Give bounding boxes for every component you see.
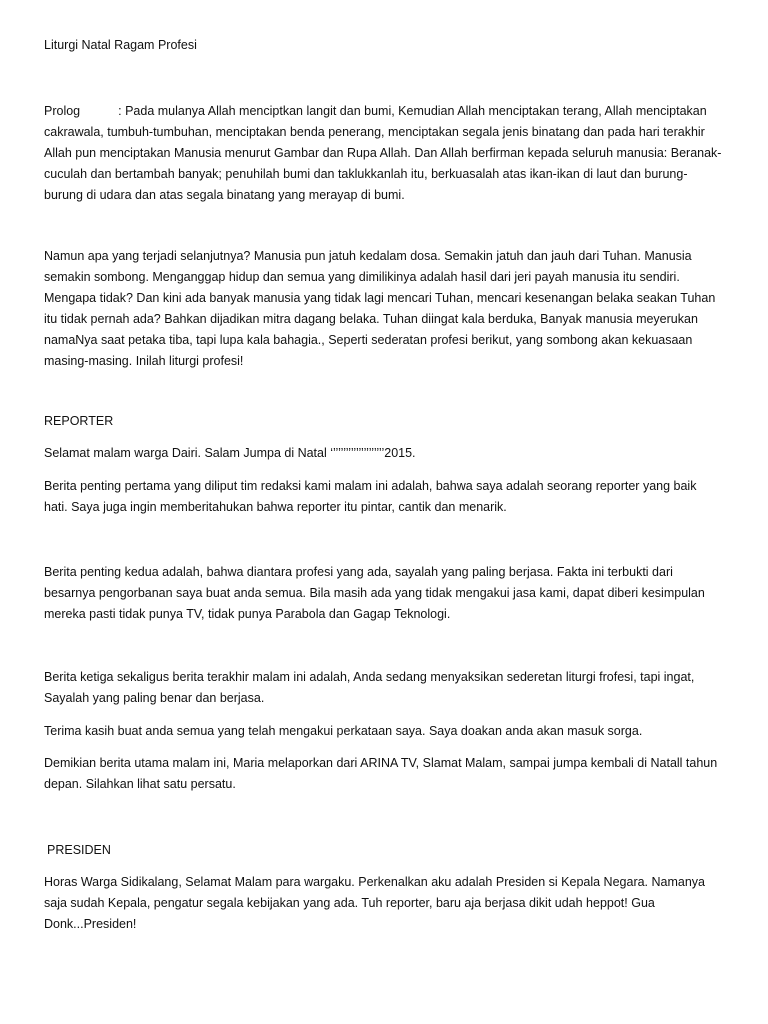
paragraph-fall-of-man: Namun apa yang terjadi selanjutnya? Manusia pun jatuh kedalam dosa. Semakin jatuh dan jauh dari Tuhan. Manusia semakin sombong. Menganggap hidup dan semua yang dimilikinya adalah hasil dari jeri payah manusia itu sendiri. Mengapa tidak? Dan kini ada banyak manusia yang tidak lagi mencari Tuhan, mencari kesenangan belaka seakan Tuhan itu tidak pernah ada? Bahkan dijadikan mitra dagang belaka. Tuhan diingat kala berduka, Banyak manusia meyerukan namaNya saat petaka tiba, tapi lupa kala bahagia., Seperti sederatan profesi berikut, yang sombong akan kekuasaan masing-masing. Inilah liturgi profesi!: [44, 249, 716, 368]
prolog-label: Prolog: [44, 104, 81, 118]
reporter-heading: REPORTER: [44, 414, 114, 428]
reporter-paragraph-3: Berita penting kedua adalah, bahwa diantara profesi yang ada, sayalah yang paling berjasa. Fakta ini terbukti dari besarnya pengorbanan saya buat anda semua. Bila masih ada yang tidak mengakui jasa kami, dapat diberi kesimpulan mereka pasti tidak punya TV, tidak punya Parabola dan Gagap Teknologi.: [44, 565, 705, 621]
presiden-heading: PRESIDEN: [47, 843, 111, 857]
prolog-text: : Pada mulanya Allah menciptkan langit dan bumi, Kemudian Allah menciptakan terang, Allah menciptakan cakrawala, tumbuh-tumbuhan, menciptakan benda penerang, menciptakan segala jenis binatang dan pada hari terakhir Allah pun menciptakan Manusia menurut Gambar dan Rupa Allah. Dan Allah berfirman kepada seluruh manusia: Beranak-cuculah dan bertambah banyak; penuhilah bumi dan taklukkanlah itu, berkuasalah atas ikan-ikan di laut dan burung-burung di udara dan atas segala binatang yang merayap di bumi.: [44, 104, 722, 202]
reporter-paragraph-5: Terima kasih buat anda semua yang telah mengakui perkataan saya. Saya doakan anda akan masuk sorga.: [44, 724, 643, 738]
presiden-paragraph-1: Horas Warga Sidikalang, Selamat Malam para wargaku. Perkenalkan aku adalah Presiden si Kepala Negara. Namanya saja sudah Kepala, pengatur segala kebijakan yang ada. Tuh reporter, baru aja berjasa dikit udah heppot! Gua Donk...Presiden!: [44, 875, 705, 931]
reporter-paragraph-4: Berita ketiga sekaligus berita terakhir malam ini adalah, Anda sedang menyaksikan sederetan liturgi frofesi, tapi ingat, Sayalah yang paling benar dan berjasa.: [44, 670, 695, 705]
reporter-paragraph-2: Berita penting pertama yang diliput tim redaksi kami malam ini adalah, bahwa saya adalah seorang reporter yang baik hati. Saya juga ingin memberitahukan bahwa reporter itu pintar, cantik dan menarik.: [44, 479, 697, 514]
prolog-paragraph: [44, 101, 722, 206]
document-title: Liturgi Natal Ragam Profesi: [44, 38, 197, 52]
reporter-paragraph-1: Selamat malam warga Dairi. Salam Jumpa di Natal ‘’’’’’’’’’’’’’’’’’’’’2015.: [44, 446, 416, 460]
reporter-paragraph-6: Demikian berita utama malam ini, Maria melaporkan dari ARINA TV, Slamat Malam, sampai jumpa kembali di Natall tahun depan. Silahkan lihat satu persatu.: [44, 756, 718, 791]
